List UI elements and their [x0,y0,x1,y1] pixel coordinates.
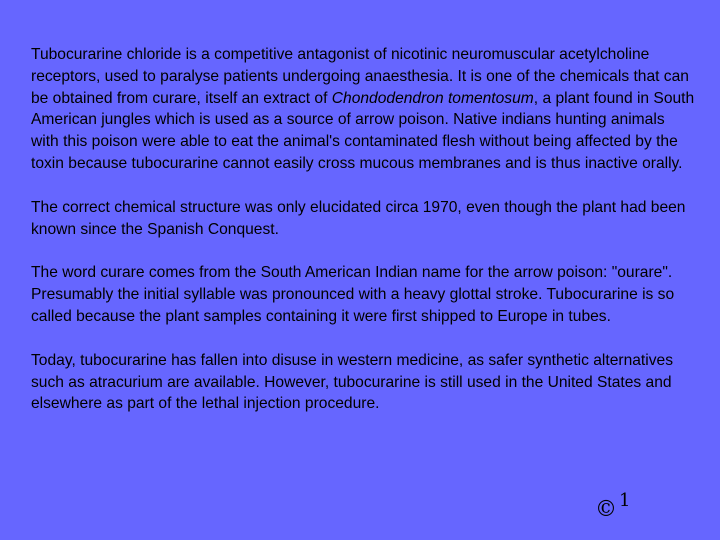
paragraph-intro [31,44,695,175]
slide-number: 1 [619,490,631,511]
paragraph-intro-text-after: , a plant found in South American jungles which is used as a source of arrow poison. Native indians hunting animals with this poison were able to eat the animal's contaminated flesh without being affected by the toxin because tubocurarine cannot easily cross mucous membranes and is thus inactive orally. [31,89,695,172]
copyright-symbol: © [595,497,617,522]
footer-copyright-mark [595,490,631,522]
paragraph-intro-text-before: Tubocurarine chloride is a competitive antagonist of nicotinic neuromuscular acetylcholine receptors, used to paralyse patients undergoing anaesthesia. It is one of the chemicals that can be obtained from curare, itself an extract of [31,46,689,107]
paragraph-modern-use: Today, tubocurarine has fallen into disuse in western medicine, as safer synthetic alternatives such as atracurium are available. However, tubocurarine is still used in the United States and elsewhere as part of the lethal injection procedure. [31,351,673,413]
slide-text-body [31,44,695,437]
paragraph-etymology: The word curare comes from the South American Indian name for the arrow poison: "ourare". Presumably the initial syllable was pronounced with a heavy glottal stroke. Tubocurarine is so called because the plant samples containing it were first shipped to Europe in tubes. [31,264,675,325]
paragraph-structure: The correct chemical structure was only elucidated circa 1970, even though the plant had been known since the Spanish Conquest. [31,198,686,238]
plant-species-name: Chondodendron tomentosum [331,89,534,107]
